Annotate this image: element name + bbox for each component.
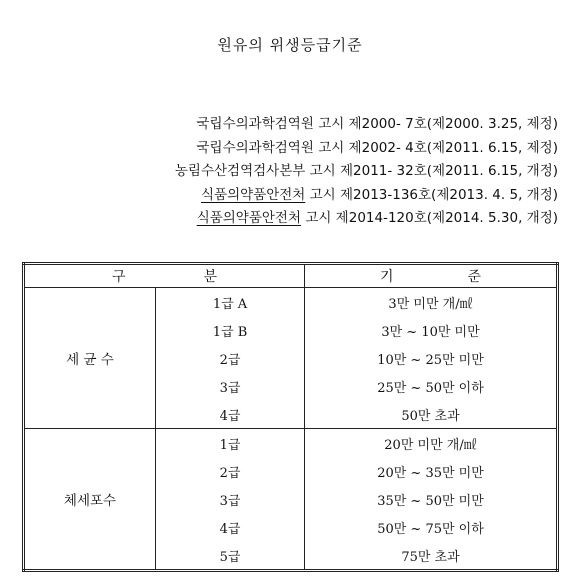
reference-agency: 식품의약품안전처 — [200, 186, 306, 203]
criterion-cell: 10만 ~ 25만 미만 — [377, 352, 484, 368]
criterion-cell: 20만 미만 개/㎖ — [305, 429, 558, 458]
document-title: 원유의 위생등급기준 — [217, 36, 363, 54]
criterion-cell: 35만 ~ 50만 미만 — [377, 493, 484, 509]
criterion-cell: 20만 ~ 35만 미만 — [377, 465, 484, 481]
reference-notice: 고시 제2013-136호(제2013. 4. 5, 개정) — [309, 186, 558, 203]
group-label-bacteria: 세 균 수 — [24, 288, 156, 429]
grade-cell: 1급 — [156, 429, 305, 458]
reference-agency: 국립수의과학검역원 — [196, 139, 314, 156]
grade-cell: 4급 — [156, 400, 305, 429]
grade-cell: 2급 — [156, 344, 305, 372]
criterion-cell: 50만 ~ 75만 이하 — [377, 521, 484, 537]
reference-notice: 고시 제2011- 32호(제2011. 6.15, 개정) — [309, 163, 558, 179]
header-category: 구 분 — [24, 264, 305, 288]
reference-agency: 국립수의과학검역원 — [196, 116, 314, 132]
table-header-row — [24, 264, 558, 288]
grade-cell: 4급 — [156, 513, 305, 541]
grade-cell: 2급 — [156, 457, 305, 485]
table-row — [24, 288, 558, 317]
criterion-cell: 50만 초과 — [401, 408, 460, 424]
reference-notice: 고시 제2002- 4호(제2011. 6.15, 제정) — [318, 139, 558, 156]
grade-cell: 1급 B — [156, 316, 305, 344]
grade-standards-table — [22, 262, 559, 572]
reference-line — [175, 160, 558, 184]
reference-notice: 고시 제2014-120호(제2014. 5.30, 개정) — [305, 210, 558, 226]
reference-line — [175, 184, 558, 208]
criterion-cell: 75만 초과 — [401, 549, 460, 565]
criterion-cell: 3만 미만 개/㎖ — [388, 296, 473, 312]
group-label-somatic-cells: 체세포수 — [24, 429, 156, 571]
grade-cell: 3급 — [156, 372, 305, 400]
table-row — [24, 429, 558, 458]
criterion-cell: 25만 ~ 50만 이하 — [377, 380, 484, 396]
reference-line — [175, 207, 558, 231]
reference-line — [175, 137, 558, 161]
header-criterion: 기 준 — [305, 264, 558, 288]
grade-cell: 3급 — [156, 485, 305, 513]
reference-agency: 식품의약품안전처 — [196, 210, 302, 226]
grade-cell: 5급 — [156, 541, 305, 571]
reference-line — [175, 113, 558, 137]
grade-cell: 1급 A — [156, 288, 305, 317]
reference-notice: 고시 제2000- 7호(제2000. 3.25, 제정) — [318, 116, 558, 132]
reference-agency: 농림수산검역검사본부 — [174, 163, 306, 179]
criterion-cell: 3만 ~ 10만 미만 — [381, 324, 480, 340]
reference-list — [175, 113, 558, 231]
